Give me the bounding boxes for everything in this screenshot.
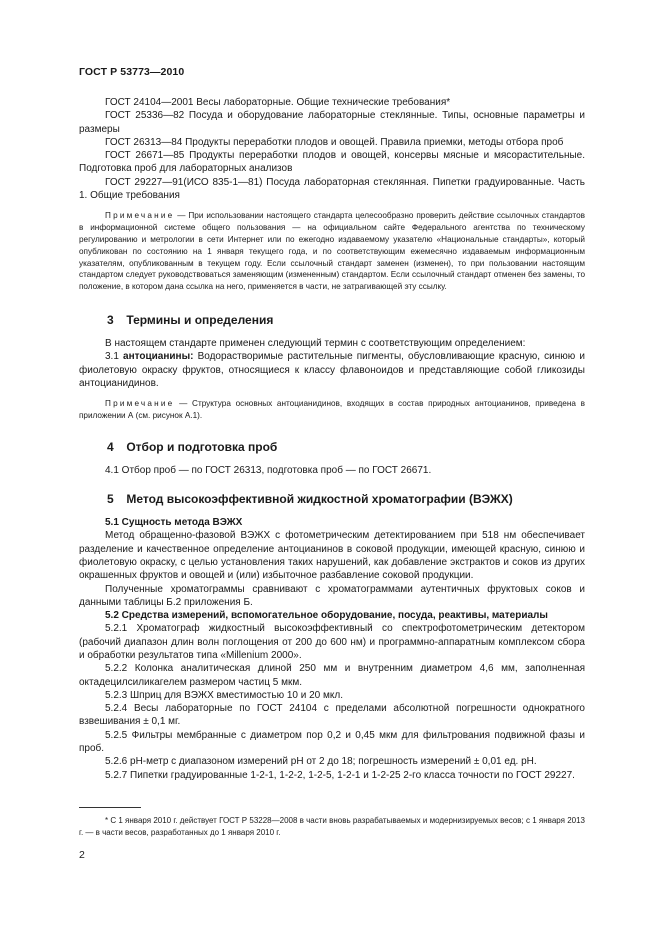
term-note (79, 398, 585, 422)
section-title: Отбор и подготовка проб (126, 439, 278, 454)
section-heading-5 (79, 492, 585, 506)
note-text: — Структура основных антоцианидинов, входящих в состав природных антоцианинов, приведена в приложении А (см. рисунок А.1). (79, 399, 585, 420)
section-title: Метод высокоэффективной жидкостной хроматографии (ВЭЖХ) (126, 492, 513, 507)
list-item: 5.2.7 Пипетки градуированные 1-2-1, 1-2-2, 1-2-5, 1-2-1 и 1-2-25 2-го класса точности по ГОСТ 29227. (105, 769, 575, 781)
definition: Водорастворимые растительные пигменты, обусловливающие красную, синюю и фиолетовую окраску фруктов, относящиеся к классу флавоноидов и представляющие собой гликозиды антоцианидинов. (79, 351, 585, 389)
page-content (79, 96, 585, 782)
list-item: 5.2.6 pH-метр с диапазоном измерений pH от 2 до 18; погрешность измерений ± 0,01 ед. pH. (105, 756, 537, 768)
footnote: * С 1 января 2010 г. действует ГОСТ Р 53228—2008 в части вновь разрабатываемых и модернизируемых весов; с 1 января 2013 г. — в части весов, разработанных до 1 января 2010 г. (79, 816, 585, 837)
note-label: Примечание (105, 211, 175, 221)
list-item: 5.2.3 Шприц для ВЭЖХ вместимостью 10 и 20 мкл. (105, 689, 343, 701)
note-label: Примечание (105, 399, 175, 409)
reference-item: ГОСТ 29227—91(ИСО 835-1—81) Посуда лабораторная стеклянная. Пипетки градуированные. Часть 1. Общие требования (79, 176, 585, 202)
subsection-title: 5.2 Средства измерений, вспомогательное оборудование, посуда, реактивы, материалы (105, 610, 548, 622)
subsection-title: 5.1 Сущность метода ВЭЖХ (105, 517, 243, 529)
reference-item: ГОСТ 26313—84 Продукты переработки плодов и овощей. Правила приемки, методы отбора проб (105, 136, 564, 148)
section-number: 4 (107, 439, 114, 454)
reference-item: ГОСТ 25336—82 Посуда и оборудование лабораторные стеклянные. Типы, основные параметры и размеры (79, 110, 585, 135)
list-item: 5.2.1 Хроматограф жидкостный высокоэффективный со спектрофотометрическим детектором (рабочий диапазон длин волн поглощения от 200 до 600 нм) и программно-аппаратным комплексом сбора и обработки результатов типа «Millenium 2000». (79, 623, 585, 661)
page-number: 2 (79, 849, 85, 861)
term-definition (79, 350, 585, 390)
section-number: 3 (107, 312, 114, 327)
paragraph: Метод обращенно-фазовой ВЭЖХ с фотометрическим детектированием при 518 нм обеспечивает разделение и качественное определение антоцианинов в соковой продукции, имеющей красную, синюю и фиолетовую окраску, с целью установления таких нарушений, как добавление экстрактов и соков из других окрашенных фруктов и овощей и (или) избыточное разбавление соковой продукции. (79, 530, 585, 582)
section-number: 5 (107, 492, 114, 507)
paragraph: В настоящем стандарте применен следующий термин с соответствующим определением: (105, 337, 526, 349)
page-header: ГОСТ Р 53773—2010 (79, 66, 185, 78)
list-item: 5.2.5 Фильтры мембранные с диаметром пор 0,2 и 0,45 мкм для фильтрования подвижной фазы и проб. (79, 729, 585, 755)
section-heading-3 (79, 313, 585, 327)
reference-item: ГОСТ 24104—2001 Весы лабораторные. Общие технические требования* (105, 97, 451, 108)
footnote-divider (79, 807, 141, 808)
references-note (79, 210, 585, 293)
term-number: 3.1 (105, 351, 119, 363)
section-heading-4 (79, 440, 585, 454)
list-item: 5.2.4 Весы лабораторные по ГОСТ 24104 с пределами абсолютной погрешности однократного взвешивания ± 0,1 мг. (79, 703, 585, 728)
reference-item: ГОСТ 26671—85 Продукты переработки плодов и овощей, консервы мясные и мясорастительные. Подготовка проб для лабораторных анализов (79, 150, 585, 175)
paragraph: Полученные хроматограммы сравнивают с хроматограммами аутентичных фруктовых соков и данными таблицы Б.2 приложения Б. (79, 583, 585, 608)
section-title: Термины и определения (126, 312, 274, 327)
list-item: 5.2.2 Колонка аналитическая длиной 250 мм и внутренним диаметром 4,6 мм, заполненная октадецилсиликагелем размером частиц 5 мкм. (79, 663, 585, 688)
note-text: — При использовании настоящего стандарта целесообразно проверить действие ссылочных стандартов в информационной системе общего пользования — на официальном сайте Федерального агентства по техническому регулированию и метрологии в сети Интернет или по ежегодно издаваемому указателю «Национальные стандарты», который опубликован по состоянию на 1 января текущего года, и по соответствующим ежемесячно издаваемым информационным указателям, опубликованным в текущем году. Если ссылочный стандарт заменен (изменен), то при пользовании настоящим стандартом следует руководствоваться заменяющим (измененным) стандартом. Если ссылочный стандарт отменен без замены, то положение, в котором дана ссылка на него, применяется в части, не затрагивающей эту ссылку. (79, 211, 585, 292)
term: антоцианины: (123, 351, 194, 363)
paragraph: 4.1 Отбор проб — по ГОСТ 26313, подготовка проб — по ГОСТ 26671. (105, 464, 432, 476)
